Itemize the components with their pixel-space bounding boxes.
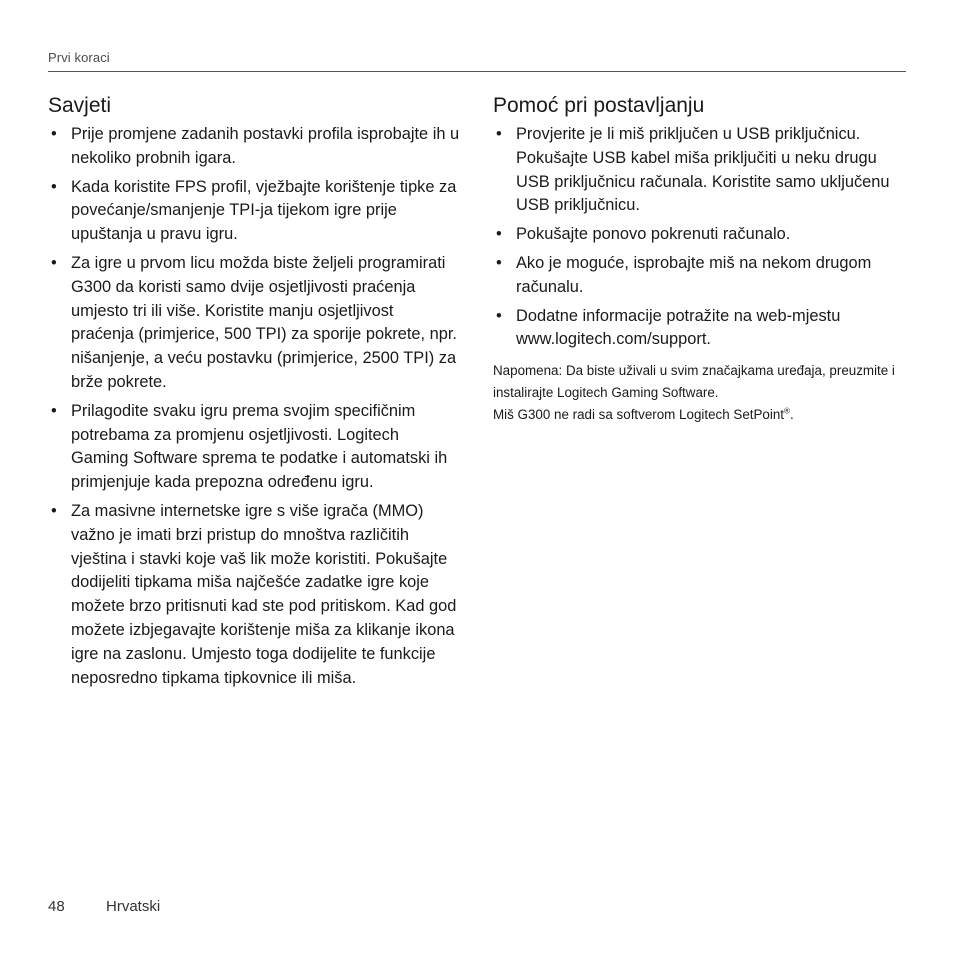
list-item-text: Prilagodite svaku igru prema svojim specifičnim potrebama za promjenu osjetljivosti. Logitech Gaming Software sprema te podatke i automatski ih primjenjuje kada prepozna određenu igru. bbox=[71, 401, 448, 492]
running-header: Prvi koraci bbox=[48, 50, 110, 65]
bullet-icon: • bbox=[51, 501, 57, 520]
list-item-text: Za igre u prvom licu možda biste željeli programirati G300 da koristi samo dvije osjetljivosti praćenja umjesto tri ili više. Koristite manju osjetljivost praćenja (primjerice, 500 TPI) za sporije pokrete, npr. nišanjenje, a veću postavku (primjerice, 2500 TPI) za brže pokrete. bbox=[71, 253, 457, 391]
list-item bbox=[48, 252, 460, 395]
list-item-text: Prije promjene zadanih postavki profila isprobajte ih u nekoliko probnih igara. bbox=[71, 125, 460, 167]
list-item bbox=[493, 123, 911, 218]
list-item bbox=[48, 400, 460, 495]
list-item bbox=[493, 305, 911, 353]
list-item-text: Pokušajte ponovo pokrenuti računalo. bbox=[516, 225, 791, 244]
list-item-text: Provjerite je li miš priključen u USB priključnicu. Pokušajte USB kabel miša priključiti u neku drugu USB priključnicu računala. Koristite samo uključenu USB priključnicu. bbox=[516, 125, 890, 215]
bullet-icon: • bbox=[496, 306, 502, 325]
list-item-text: Za masivne internetske igre s više igrača (MMO) važno je imati brzi pristup do mnoštva različitih vještina i stavki koje vaš lik može koristiti. Pokušajte dodijeliti tipkama miša najčešće zadatke igre koje možete brzo pritisnuti kad ste pod pritiskom. Kad god možete izbjegavajte korištenje miša za klikanje ikona igre na zaslonu. Umjesto toga dodijelite te funkcije neposredno tipkama tipkovnice ili miša. bbox=[71, 501, 457, 687]
list-item-text: Dodatne informacije potražite na web-mjestu www.logitech.com/support. bbox=[516, 306, 841, 349]
bullet-icon: • bbox=[496, 253, 502, 272]
tips-section bbox=[48, 92, 460, 695]
bullet-icon: • bbox=[51, 253, 57, 272]
list-item bbox=[48, 500, 460, 690]
bullet-icon: • bbox=[51, 177, 57, 196]
list-item-text: Ako je moguće, isprobajte miš na nekom drugom računalu. bbox=[516, 253, 872, 296]
header-divider bbox=[48, 71, 906, 72]
note-text: Miš G300 ne radi sa softverom Logitech SetPoint bbox=[493, 407, 785, 423]
page-footer bbox=[48, 898, 160, 915]
list-item bbox=[48, 123, 460, 171]
list-item bbox=[493, 252, 911, 300]
setup-help-list bbox=[493, 123, 911, 352]
registered-mark: ® bbox=[784, 406, 790, 416]
note-block bbox=[493, 360, 911, 426]
list-item bbox=[493, 223, 911, 247]
bullet-icon: • bbox=[51, 125, 57, 143]
tips-list bbox=[48, 123, 460, 690]
list-item-text: Kada koristite FPS profil, vježbajte korištenje tipke za povećanje/smanjenje TPI-ja tijekom igre prije upuštanja u pravu igru. bbox=[71, 177, 457, 244]
note-line: Napomena: Da biste uživali u svim značajkama uređaja, preuzmite i instalirajte Logitech Gaming Software. bbox=[493, 363, 895, 401]
note-line bbox=[493, 404, 911, 426]
bullet-icon: • bbox=[496, 225, 502, 244]
tips-title: Savjeti bbox=[48, 94, 112, 117]
bullet-icon: • bbox=[51, 401, 57, 420]
note-period: . bbox=[789, 407, 794, 423]
page-number: 48 bbox=[48, 898, 65, 915]
bullet-icon: • bbox=[496, 125, 502, 143]
setup-help-section bbox=[493, 92, 911, 426]
footer-language: Hrvatski bbox=[106, 898, 161, 915]
setup-help-title: Pomoć pri postavljanju bbox=[493, 94, 705, 117]
list-item bbox=[48, 176, 460, 247]
